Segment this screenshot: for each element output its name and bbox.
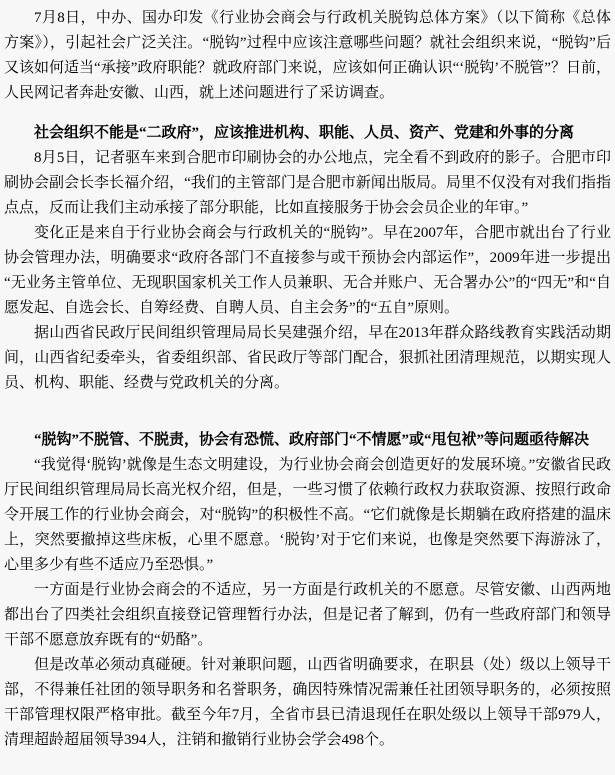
section-1-paragraph: 8月5日，记者驱车来到合肥市印刷协会的办公地点，完全看不到政府的影子。合肥市印刷协会副会长李长福介绍，“我们的主管部门是合肥市新闻出版局。局里不仅没有对我们指指点点，反而让我们主动承接了部分职能，比如直接服务于协会会员企业的年审。” [4, 150, 611, 216]
section-1-paragraph: 变化正是来自于行业协会商会与行政机关的“脱钩”。早在2007年，合肥市就出台了行业协会管理办法，明确要求“政府各部门不直接参与或干预协会内部运作”，2009年进一步提出“无业务主管单位、无现职国家机关工作人员兼职、无合并账户、无合署办公”的“四无”和“自愿发起、自选会长、自筹经费、自聘人员、自主会务”的“五自”原则。 [4, 225, 611, 316]
intro-paragraph: 7月8日，中办、国办印发《行业协会商会与行政机关脱钩总体方案》（以下简称《总体方案》），引起社会广泛关注。“脱钩”过程中应该注意哪些问题？就社会组织来说，“脱钩”后又该如何适当“承接”政府职能？就政府部门来说，应该如何正确认识“‘脱钩’不脱管”？日前，人民网记者奔赴安徽、山西，就上述问题进行了采访调查。 [4, 10, 611, 101]
section-2-paragraph: 一方面是行业协会商会的不适应，另一方面是行政机关的不愿意。尽管安徽、山西两地都出台了四类社会组织直接登记管理暂行办法，但是记者了解到，仍有一些政府部门和领导干部不愿意放弃既有的“奶酪”。 [4, 582, 611, 648]
section-2-paragraph: “我觉得‘脱钩’就像是生态文明建设，为行业协会商会创造更好的发展环境。”安徽省民政厅民间组织管理局局长高光权介绍，但是，一些习惯了依赖行政权力获取资源、按照行政命令开展工作的行业协会商会，对“脱钩”的积极性不高。“它们就像是长期躺在政府搭建的温床上，突然要撤掉这些床板，心里不愿意。‘脱钩’对于它们来说，也像是突然要下海游泳了，心里多少有些不适应乃至恐惧。” [4, 457, 611, 573]
section-2-paragraph: 但是改革必须动真碰硬。针对兼职问题，山西省明确要求，在职县（处）级以上领导干部，不得兼任社团的领导职务和名誉职务，确因特殊情况需兼任社团领导职务的，必须按照干部管理权限严格审批。截至今年7月，全省市县已清退现任在职处级以上领导干部979人，清理超龄超届领导394人，注销和撤销行业协会学会498个。 [4, 657, 611, 748]
section-1-heading: 社会组织不能是“二政府”，应该推进机构、职能、人员、资产、党建和外事的分离 [34, 125, 575, 141]
section-1-paragraph: 据山西省民政厅民间组织管理局局长吴建强介绍，早在2013年群众路线教育实践活动期间，山西省纪委牵头，省委组织部、省民政厅等部门配合，狠抓社团清理规范，以期实现人员、机构、职能、经费与党政机关的分离。 [4, 325, 611, 391]
section-2-heading: “脱钩”不脱管、不脱责，协会有恐慌、政府部门“不情愿”或“甩包袱”等问题亟待解决 [34, 432, 590, 448]
